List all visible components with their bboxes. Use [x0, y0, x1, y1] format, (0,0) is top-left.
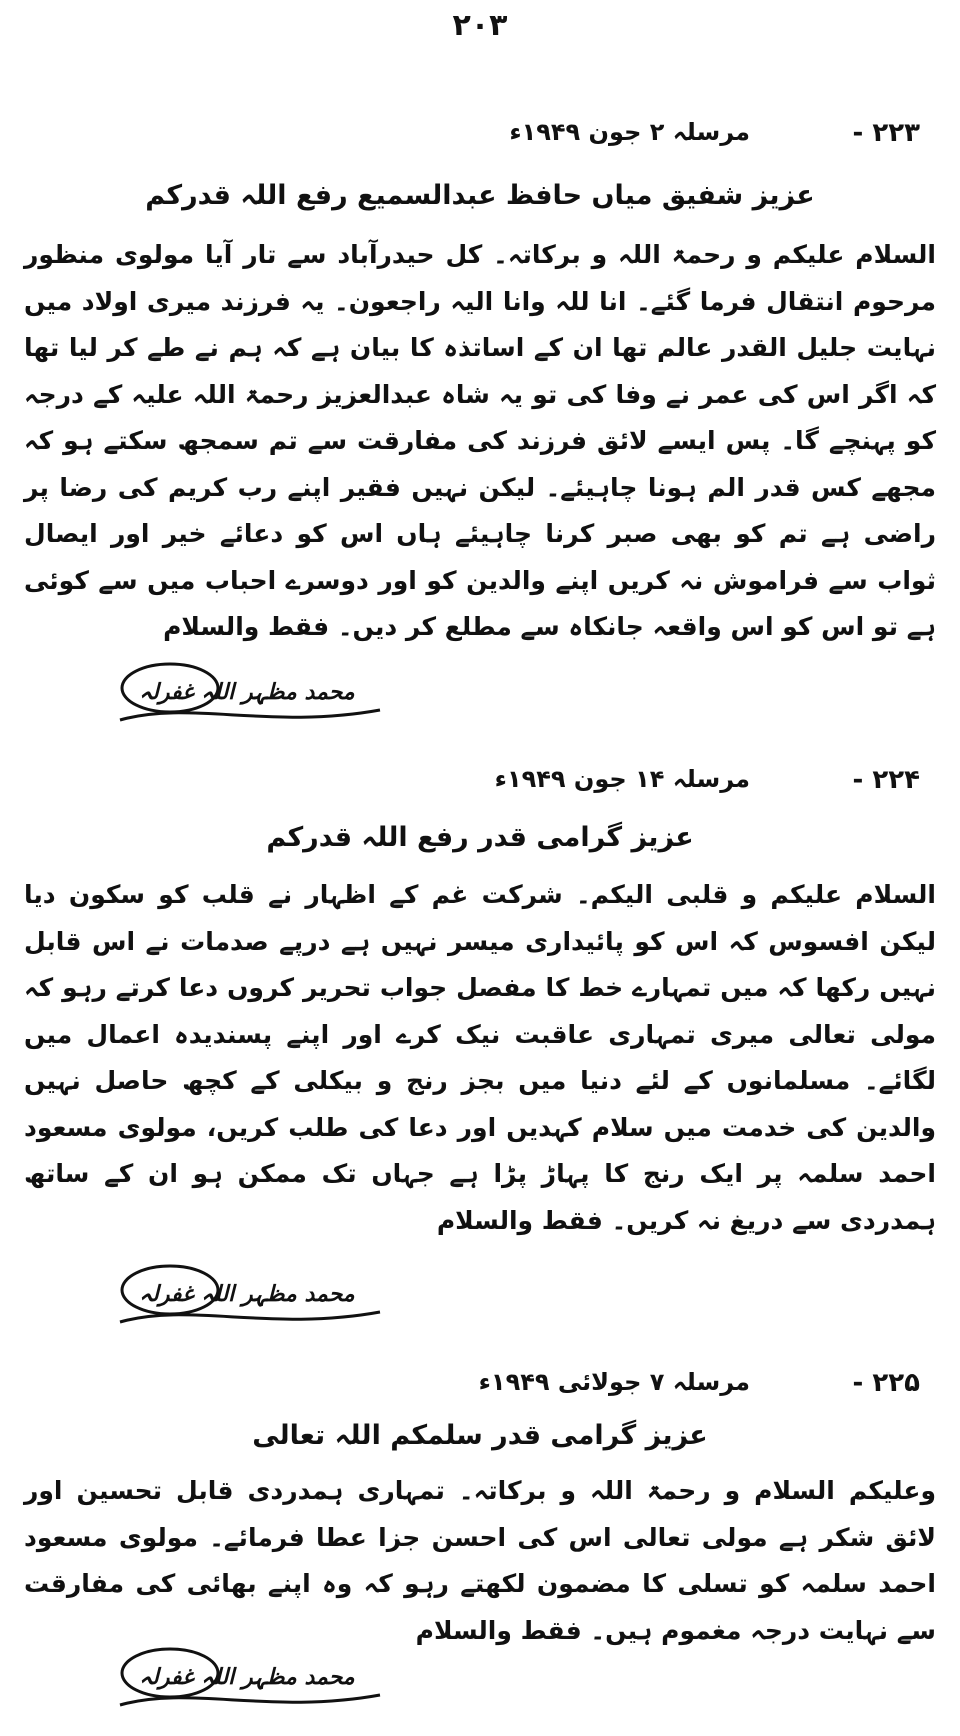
letter-number: ۲۲۵ -	[852, 1368, 920, 1398]
letter-salutation: عزیز گرامی قدر سلمکم اللہ تعالی	[252, 1420, 708, 1451]
signature-text: محمد مظہر اللہ غفرلہ	[139, 680, 355, 705]
letter-body: السلام علیکم و قلبی الیکم۔ شرکت غم کے اظہار نے قلب کو سکون دیا لیکن افسوس کہ اس کو پائیداری میسر نہیں ہے درپے صدمات نے اس قابل نہیں رکھا کہ میں تمہارے خط کا مفصل جواب تحریر کروں دعا کرتے رہو کہ مولی تعالی میری تمہاری عاقبت نیک کرے اور اپنے پسندیدہ اعمال میں لگائے۔ مسلمانوں کے لئے دنیا میں بجز رنج و بیکلی کے کچھ حاصل نہیں والدین کی خدمت میں سلام کہدیں اور دعا کی طلب کریں، مولوی مسعود احمد سلمہ پر ایک رنج کا پہاڑ پڑا ہے جہاں تک ممکن ہو ان کے ساتھ ہمدردی سے دریغ نہ کریں۔ فقط والسلام	[24, 880, 936, 1235]
letter-salutation: عزیز گرامی قدر رفع اللہ قدرکم	[266, 822, 694, 853]
letter-number: ۲۲۴ -	[852, 765, 920, 795]
letter-body: وعلیکم السلام و رحمۃ اللہ و برکاتہ۔ تمہاری ہمدردی قابل تحسین اور لائق شکر ہے مولی تعالی اس کی احسن جزا عطا فرمائے۔ مولوی مسعود احمد سلمہ کو تسلی کا مضمون لکھتے رہو کہ وہ اپنے بھائی کی مفارقت سے نہایت درجہ مغموم ہیں۔ فقط والسلام	[24, 1476, 936, 1645]
letter-date: مرسلہ ۱۴ جون ۱۹۴۹ء	[494, 765, 750, 793]
signature-text: محمد مظہر اللہ غفرلہ	[139, 1665, 355, 1690]
signature	[110, 650, 390, 740]
letter-salutation: عزیز شفیق میاں حافظ عبدالسمیع رفع اللہ قدرکم	[145, 180, 815, 211]
page-number: ۲۰۳	[452, 8, 508, 43]
letter-header	[40, 1368, 920, 1412]
letter-number: ۲۲۳ -	[852, 118, 920, 148]
signature-text: محمد مظہر اللہ غفرلہ	[139, 1282, 355, 1307]
letter-header	[40, 118, 920, 162]
signature	[110, 1635, 390, 1725]
signature	[110, 1252, 390, 1342]
letter-body: السلام علیکم و رحمۃ اللہ و برکاتہ۔ کل حیدرآباد سے تار آیا مولوی منظور مرحوم انتقال فرما گئے۔ انا للہ وانا الیہ راجعون۔ یہ فرزند میری اولاد میں نہایت جلیل القدر عالم تھا ان کے اساتذہ کا بیان ہے کہ ہم نے طے کر لیا تھا کہ اگر اس کی عمر نے وفا کی تو یہ شاہ عبدالعزیز رحمۃ اللہ علیہ کے درجہ کو پہنچے گا۔ پس ایسے لائق فرزند کی مفارقت سے تم سمجھ سکتے ہو کہ مجھے کس قدر الم ہونا چاہیئے۔ لیکن نہیں فقیر اپنے رب کریم کی رضا پر راضی ہے تم کو بھی صبر کرنا چاہیئے ہاں اس کو دعائے خیر اور ایصال ثواب سے فراموش نہ کریں اپنے والدین کو اور دوسرے احباب میں سے کوئی ہے تو اس کو اس واقعہ جانکاہ سے مطلع کر دیں۔ فقط والسلام	[24, 240, 936, 641]
letter-header	[40, 765, 920, 809]
letter-date: مرسلہ ۷ جولائی ۱۹۴۹ء	[478, 1368, 750, 1396]
letter-date: مرسلہ ۲ جون ۱۹۴۹ء	[509, 118, 750, 146]
